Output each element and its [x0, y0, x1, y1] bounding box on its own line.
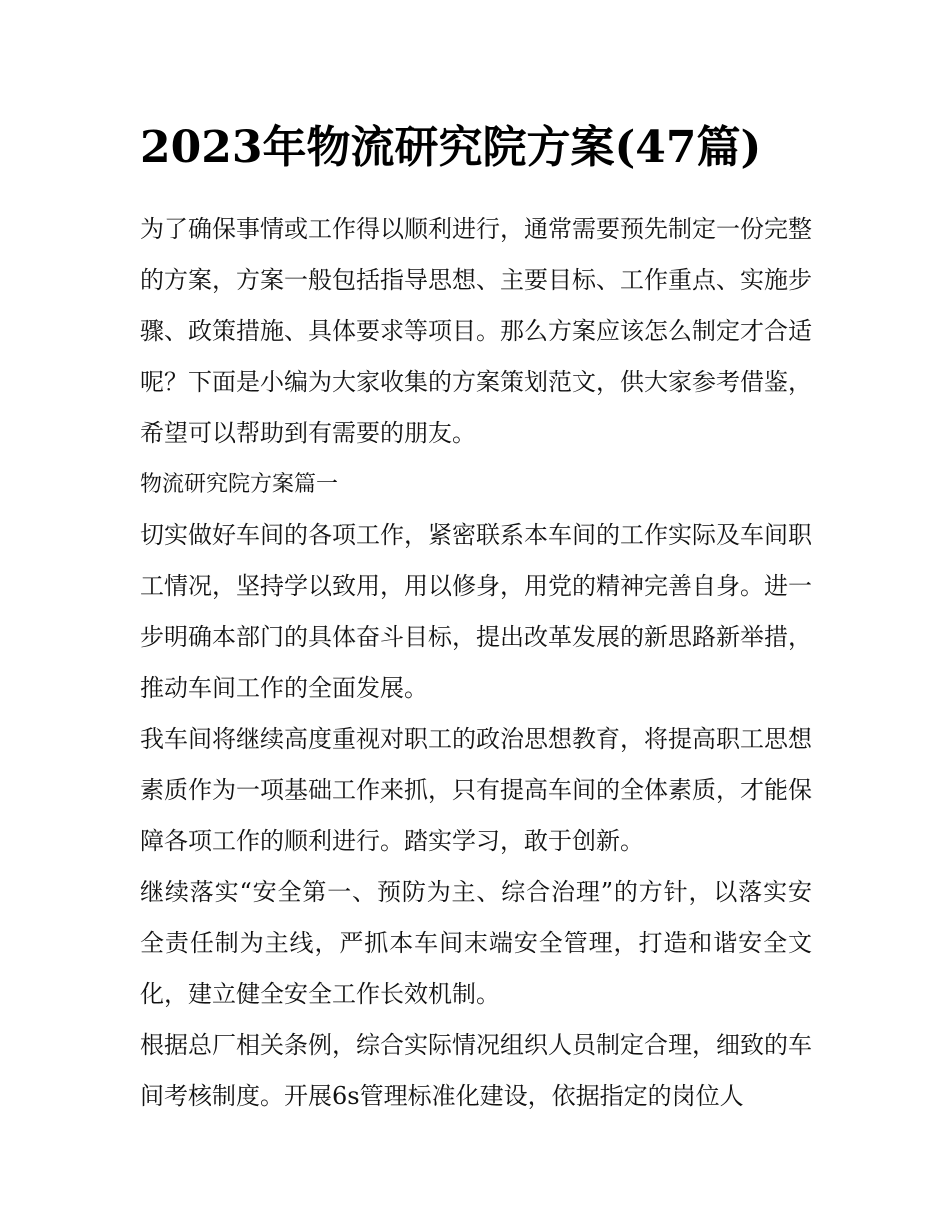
body-paragraph: 切实做好车间的各项工作，紧密联系本车间的工作实际及车间职工情况，坚持学以致用，用以修身，用党的精神完善自身。进一步明确本部门的具体奋斗目标，提出改革发展的新思路新举措，推动车间工作的全面发展。 [140, 521, 812, 702]
document-body [140, 204, 812, 1122]
body-paragraph: 继续落实“安全第一、预防为主、综合治理”的方针，以落实安全责任制为主线，严抓本车间末端安全管理，打造和谐安全文化，建立健全安全工作长效机制。 [140, 878, 812, 1008]
body-paragraph: 我车间将继续高度重视对职工的政治思想教育，将提高职工思想素质作为一项基础工作来抓，只有提高车间的全体素质，才能保障各项工作的顺利进行。踏实学习，敢于创新。 [140, 725, 812, 855]
document-title: 2023年物流研究院方案(47篇) [140, 122, 762, 173]
body-paragraph: 根据总厂相关条例，综合实际情况组织人员制定合理，细致的车间考核制度。开展6s管理标准化建设，依据指定的岗位人 [140, 1031, 812, 1110]
intro-paragraph: 为了确保事情或工作得以顺利进行，通常需要预先制定一份完整的方案，方案一般包括指导思想、主要目标、工作重点、实施步骤、政策措施、具体要求等项目。那么方案应该怎么制定才合适呢？下面是小编为大家收集的方案策划范文，供大家参考借鉴，希望可以帮助到有需要的朋友。 [140, 215, 812, 447]
section-heading: 物流研究院方案篇一 [140, 472, 339, 497]
